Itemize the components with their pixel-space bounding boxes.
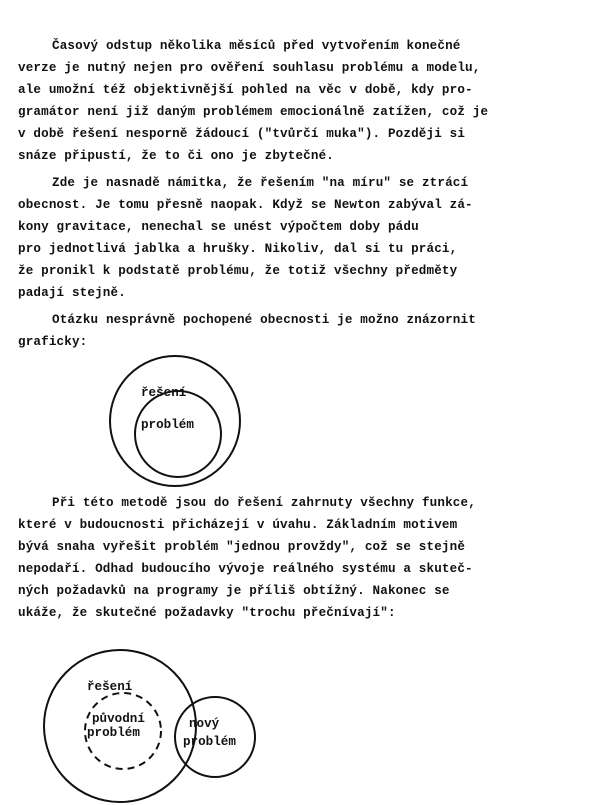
original-problem-label: problém	[87, 726, 140, 740]
original-problem-label: původní	[92, 712, 145, 726]
text-line: Při této metodě jsou do řešení zahrnuty všechny funkce,	[52, 496, 476, 510]
text-line: ných požadavků na programy je příliš obtížný. Nakonec se	[18, 584, 450, 598]
text-line: které v budoucnosti přicházejí v úvahu. Základním motivem	[18, 518, 458, 532]
text-line: gramátor není již daným problémem emocionálně zatížen, což je	[18, 105, 489, 119]
new-problem-label: nový	[189, 717, 220, 731]
text-line: ukáže, že skutečné požadavky "trochu přečnívají":	[18, 606, 396, 620]
text-line: ale umožní též objektivnější pohled na věc v době, kdy pro-	[18, 83, 473, 97]
text-line: bývá snaha vyřešit problém "jednou provždy", což se stejně	[18, 540, 466, 554]
text-line: pro jednotlivá jablka a hrušky. Nikoliv, dal si tu práci,	[18, 242, 458, 256]
text-line: že pronikl k podstatě problému, že totiž všechny předměty	[18, 264, 458, 278]
text-line: v době řešení nesporně žádoucí ("tvůrčí muka"). Později si	[18, 127, 466, 141]
text-line: nepodaří. Odhad budoucího vývoje reálného systému a skuteč-	[18, 562, 473, 576]
text-line: Otázku nesprávně pochopené obecnosti je možno znázornit	[52, 313, 476, 327]
text-line: snáze připustí, že to či ono je zbytečné.	[18, 149, 335, 163]
text-line: obecnost. Je tomu přesně naopak. Když se Newton zabýval zá-	[18, 198, 473, 212]
text-line: Časový odstup několika měsíců před vytvořením konečné	[52, 39, 461, 53]
problem-label: problém	[141, 418, 194, 432]
text-line: graficky:	[18, 335, 88, 349]
text-line: Zde je nasnadě námitka, že řešením "na míru" se ztrácí	[52, 176, 469, 190]
text-line: padají stejně.	[18, 286, 126, 300]
text-line: verze je nutný nejen pro ověření souhlasu problému a modelu,	[18, 61, 481, 75]
new-problem-label: problém	[183, 735, 236, 749]
solution-label: řešení	[141, 386, 187, 400]
solution-label: řešení	[87, 680, 133, 694]
text-line: kony gravitace, nenechal se unést výpočtem doby pádu	[18, 220, 419, 234]
